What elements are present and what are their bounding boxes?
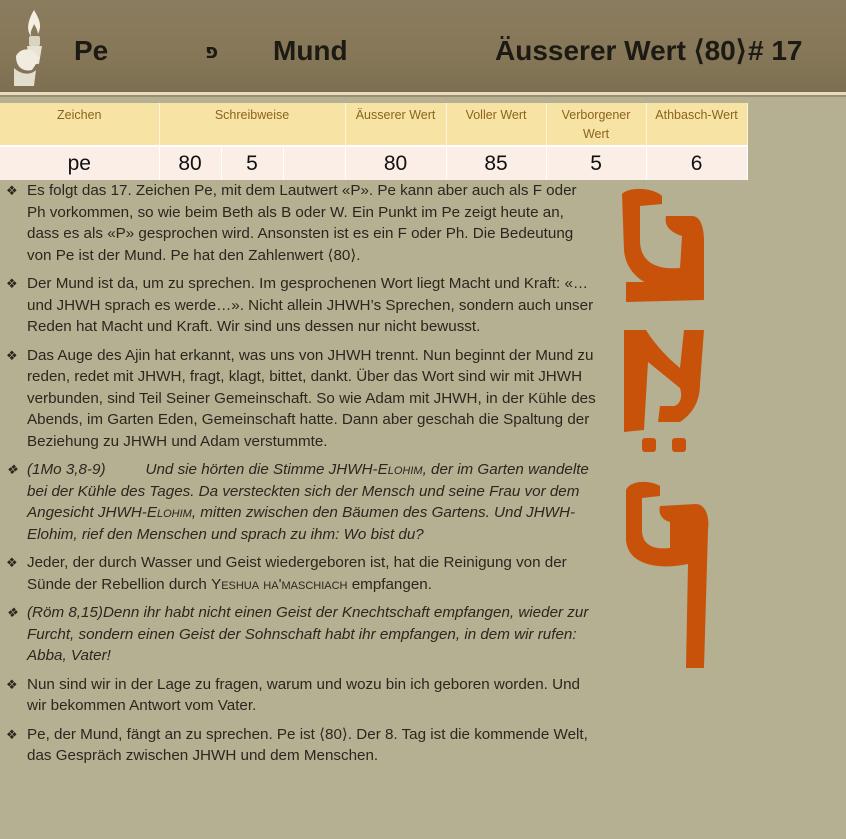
torch-icon (10, 8, 58, 88)
cell-voller-wert: 85 (446, 146, 546, 180)
diamond-bullet-icon: ❖ (6, 676, 18, 692)
quote-text: , der im Garten wandelte bei der Kühle des Tages. Da versteckten sich der Mensch und seine Frau vor dem Angesicht JHWH- (27, 461, 589, 521)
diamond-bullet-icon: ❖ (6, 462, 18, 477)
hebrew-pe-glyph (622, 189, 704, 302)
values-table (0, 103, 748, 180)
list-item-text: empfangen. (347, 575, 432, 593)
cell-schreibweise-1: 80 (159, 146, 221, 180)
list-item-text: Das Auge des Ajin hat erkannt, was uns von JHWH trennt. Nun beginnt der Mund zu reden, redet mit JHWH, fragt, klagt, bittet, dankt. Über das Wort sind wir mit JHWH verbunden, sind Teil Seiner Gemeinschaft. So wie Adam mit JHWH, in der Kühle des Abends, im Garten Eden, Gemeinschaft hatte. Dann aber geschah die Spaltung der Beziehung zu JHWH und Adam verstummte. (27, 346, 596, 450)
list-item-text: Jeder, der durch Wasser und Geist wiedergeboren ist, hat die Reinigung von der Sünde der Rebellion durch (27, 554, 567, 593)
table-header-row (0, 103, 747, 146)
header-aeusserer-wert: Äusserer Wert (345, 103, 446, 146)
diamond-bullet-icon: ❖ (6, 347, 18, 363)
list-item-quote (6, 459, 596, 545)
diamond-bullet-icon: ❖ (6, 183, 18, 198)
scripture-reference: (1Mo 3,8-9) (27, 461, 106, 478)
header-divider-shadow (0, 95, 846, 97)
cell-schreibweise-2: 5 (221, 146, 283, 180)
list-item (6, 674, 596, 717)
hebrew-aleph-tsere-glyph (624, 330, 704, 452)
diamond-bullet-icon: ❖ (6, 276, 18, 291)
list-item-text: Pe, der Mund, fängt an zu sprechen. Pe ist ⟨80⟩. Der 8. Tag ist die kommende Welt, das Gespräch zwischen JHWH und dem Menschen. (27, 725, 588, 764)
list-item (6, 180, 596, 266)
list-item-smallcaps: Yeshua ha'maschiach (211, 575, 348, 593)
list-item-text: Es folgt das 17. Zeichen Pe, mit dem Lautwert «P». Pe kann aber auch als F oder Ph vorkommen, so wie beim Beth als B oder W. Ein Punkt im Pe zeigt heute an, dass es als «P» gesprochen wird. Ansonsten ist es ein F oder Ph. Die Bedeutung von Pe ist der Mund. Pe hat den Zahlenwert ⟨80⟩. (27, 182, 577, 264)
header-verborgener-wert: Verborgener Wert (546, 103, 646, 146)
quote-text: Und sie hörten die Stimme JHWH- (145, 461, 378, 478)
diamond-bullet-icon: ❖ (6, 605, 18, 620)
hebrew-pe-spelling (600, 170, 740, 690)
cell-zeichen: pe (0, 146, 159, 180)
list-item (6, 273, 596, 338)
header-athbasch-wert: Athbasch-Wert (646, 103, 747, 146)
diamond-bullet-icon: ❖ (6, 726, 18, 742)
cell-verborgener-wert: 5 (546, 146, 646, 180)
hebrew-final-pe-glyph (626, 482, 708, 668)
cell-athbasch-wert: 6 (646, 146, 747, 180)
cell-schreibweise-3 (283, 146, 345, 180)
outer-value-label: Äusserer Wert ⟨80⟩ (495, 35, 747, 66)
header-schreibweise: Schreibweise (159, 103, 345, 146)
header-voller-wert: Voller Wert (446, 103, 546, 146)
quote-smallcaps: Elohim (146, 504, 192, 521)
header-banner (0, 0, 846, 92)
quote-text: (Röm 8,15)Denn ihr habt nicht einen Geist der Knechtschaft empfangen, wieder zur Furcht, sondern einen Geist der Sohnschaft habt ihr empfangen, in dem wir rufen: Abba, Vater! (27, 604, 589, 664)
list-item (6, 724, 596, 767)
quote-text: , mitten zwischen den Bäumen des Gartens. Und JHWH-Elohim, rief den Menschen und sprach zu ihm: Wo bist du? (27, 504, 576, 543)
bullet-list (6, 180, 596, 774)
letter-meaning: Mund (273, 35, 348, 66)
list-item-quote (6, 602, 596, 667)
header-zeichen: Zeichen (0, 103, 159, 146)
list-item-text: Nun sind wir in der Lage zu fragen, warum und wozu bin ich geboren worden. Und wir bekommen Antwort vom Vater. (27, 675, 580, 714)
letter-glyph: פ (205, 39, 219, 63)
letter-number: # 17 (748, 35, 803, 66)
list-item (6, 345, 596, 453)
cell-aeusserer-wert: 80 (345, 146, 446, 180)
list-item (6, 552, 596, 595)
diamond-bullet-icon: ❖ (6, 555, 18, 570)
letter-name: Pe (74, 35, 109, 66)
list-item-text: Der Mund ist da, um zu sprechen. Im gesprochenen Wort liegt Macht und Kraft: «…und JHWH sprach es werde…». Nicht allein JHWH’s Sprechen, sondern auch unser Reden hat Macht und Kraft. Wir sind uns dessen nur nicht bewusst. (27, 275, 594, 335)
quote-smallcaps: Elohim (377, 461, 423, 478)
